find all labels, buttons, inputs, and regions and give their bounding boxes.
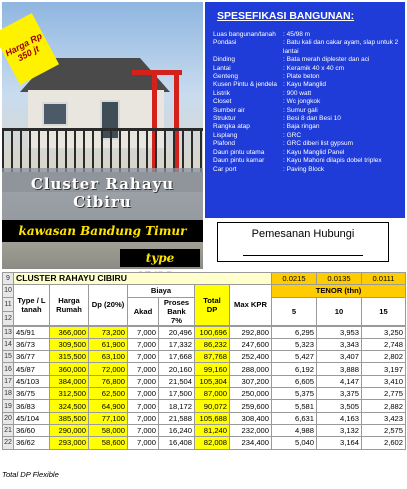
cell-harga[interactable]: 290,000 (50, 424, 89, 436)
header-biaya[interactable]: Biaya (128, 285, 195, 297)
row-number: 20 (3, 412, 14, 424)
header-akad[interactable]: Akad (128, 297, 159, 325)
spec-panel (205, 2, 405, 218)
cell-tenor-10[interactable]: 3,953 (317, 326, 362, 338)
spec-value: : Sumur gali (283, 106, 318, 114)
spec-value: : Besi 8 dan Besi 10 (283, 115, 341, 123)
cell-max-kpr[interactable]: 250,000 (230, 388, 272, 400)
cell-max-kpr[interactable]: 292,800 (230, 326, 272, 338)
cell-type[interactable]: 36/75 (14, 388, 50, 400)
rate-15[interactable]: 0.0111 (362, 273, 406, 285)
spec-value: : 45/98 m (283, 31, 311, 38)
spec-row (213, 157, 399, 165)
spec-key: Daun pintu utama (213, 148, 265, 156)
spec-value: : Keramik 40 x 40 cm (283, 64, 345, 72)
cell-proses[interactable]: 16,240 (159, 424, 195, 436)
cell-total-dp[interactable]: 105,304 (195, 375, 230, 387)
location-label: kawasan Bandung Timur (2, 220, 203, 242)
cell-dp[interactable]: 61,900 (89, 338, 128, 350)
spec-row (213, 56, 399, 64)
spec-key: Struktur (213, 115, 236, 123)
cell-total-dp[interactable]: 82,008 (195, 437, 230, 449)
sheet-note: Total DP Flexible (2, 470, 59, 479)
cell-max-kpr[interactable]: 252,400 (230, 351, 272, 363)
spec-row (213, 107, 399, 115)
cell-max-kpr[interactable]: 247,600 (230, 338, 272, 350)
table-row (3, 351, 406, 363)
cell-akad[interactable]: 7,000 (128, 363, 159, 375)
cell-akad[interactable]: 7,000 (128, 437, 159, 449)
cell-tenor-10[interactable]: 3,375 (317, 388, 362, 400)
cell-total-dp[interactable]: 86,232 (195, 338, 230, 350)
spec-key: Plafond (213, 140, 236, 148)
table-row (3, 437, 406, 449)
header-harga[interactable]: Harga Rumah (50, 285, 89, 325)
spec-row (213, 98, 399, 106)
price-table (2, 272, 406, 326)
row-number: 14 (3, 338, 14, 350)
cell-harga[interactable]: 384,000 (50, 375, 89, 387)
cell-akad[interactable]: 7,000 (128, 375, 159, 387)
table-row (3, 363, 406, 375)
spec-row (213, 81, 399, 89)
cell-tenor-15[interactable]: 2,882 (362, 400, 406, 412)
cell-akad[interactable]: 7,000 (128, 412, 159, 424)
header-total-dp[interactable]: Total DP (195, 285, 230, 325)
cell-harga[interactable]: 366,000 (50, 326, 89, 338)
row-number: 18 (3, 388, 14, 400)
cell-dp[interactable]: 58,600 (89, 437, 128, 449)
spec-key: Daun pintu kamar (213, 157, 265, 165)
table-row (3, 338, 406, 350)
cell-tenor-15[interactable]: 2,602 (362, 437, 406, 449)
cell-akad[interactable]: 7,000 (128, 326, 159, 338)
cell-tenor-5[interactable]: 6,295 (272, 326, 317, 338)
cell-max-kpr[interactable]: 288,000 (230, 363, 272, 375)
cell-tenor-10[interactable]: 3,164 (317, 437, 362, 449)
cell-akad[interactable]: 7,000 (128, 424, 159, 436)
cell-tenor-15[interactable]: 2,802 (362, 351, 406, 363)
header-tenor-10[interactable]: 10 (317, 297, 362, 325)
row-number: 13 (3, 326, 14, 338)
cell-type[interactable]: 45/87 (14, 363, 50, 375)
house-fence (2, 128, 203, 172)
spec-list (213, 31, 399, 174)
row-number: 21 (3, 424, 14, 436)
price-table-body (2, 326, 406, 450)
row-number: 16 (3, 363, 14, 375)
cell-type[interactable]: 45/104 (14, 412, 50, 424)
spec-key: Listrik (213, 89, 230, 97)
cell-total-dp[interactable]: 99,160 (195, 363, 230, 375)
spec-key: Dinding (213, 56, 236, 64)
spec-row (213, 39, 399, 56)
cell-akad[interactable]: 7,000 (128, 338, 159, 350)
spec-row (213, 73, 399, 81)
spec-row (213, 31, 399, 39)
table-row (3, 424, 406, 436)
cell-tenor-5[interactable]: 6,631 (272, 412, 317, 424)
spec-key: Luas bangunan/tanah (213, 31, 276, 38)
cell-max-kpr[interactable]: 259,600 (230, 400, 272, 412)
cell-tenor-15[interactable]: 3,423 (362, 412, 406, 424)
cell-tenor-5[interactable]: 5,427 (272, 351, 317, 363)
row-number: 10 (3, 285, 14, 297)
cell-tenor-5[interactable]: 6,192 (272, 363, 317, 375)
header-tenor-15[interactable]: 15 (362, 297, 406, 325)
cell-total-dp[interactable]: 90,072 (195, 400, 230, 412)
house-type-label: type (120, 249, 200, 267)
cell-proses[interactable]: 20,496 (159, 326, 195, 338)
sheet-title-row (3, 273, 406, 285)
cluster-name-box (2, 168, 203, 220)
table-row (3, 375, 406, 387)
cell-harga[interactable]: 360,000 (50, 363, 89, 375)
cell-proses[interactable]: 18,172 (159, 400, 195, 412)
spec-row (213, 115, 399, 123)
spec-value: : GRC (283, 131, 302, 139)
cell-max-kpr[interactable]: 307,200 (230, 375, 272, 387)
cell-total-dp[interactable]: 87,000 (195, 388, 230, 400)
cluster-name-line2: Cibiru (73, 193, 132, 211)
spec-row (213, 149, 399, 157)
cell-total-dp[interactable]: 81,240 (195, 424, 230, 436)
spec-value: : Kayu Manglid (283, 81, 326, 89)
spec-row (213, 166, 399, 174)
spec-row (213, 132, 399, 140)
cell-type[interactable]: 45/91 (14, 326, 50, 338)
cell-akad[interactable]: 7,000 (128, 388, 159, 400)
spec-key: Lantai (213, 64, 231, 72)
cell-proses[interactable]: 17,668 (159, 351, 195, 363)
cell-type[interactable]: 36/60 (14, 424, 50, 436)
cell-type[interactable]: 36/77 (14, 351, 50, 363)
rate-5[interactable]: 0.0215 (272, 273, 317, 285)
spec-value: : Batu kali dan cakar ayam, slap untuk 2 lantai (283, 39, 399, 55)
spec-value: : 900 watt (283, 89, 312, 97)
cell-tenor-5[interactable]: 6,605 (272, 375, 317, 387)
spec-row (213, 65, 399, 73)
cell-max-kpr[interactable]: 308,400 (230, 412, 272, 424)
contact-box (217, 222, 389, 262)
cell-dp[interactable]: 64,900 (89, 400, 128, 412)
cell-dp[interactable]: 58,000 (89, 424, 128, 436)
cell-tenor-10[interactable]: 3,407 (317, 351, 362, 363)
cell-type[interactable]: 36/83 (14, 400, 50, 412)
cell-harga[interactable]: 293,000 (50, 437, 89, 449)
spec-value: : Baja ringan (283, 123, 320, 131)
cell-tenor-5[interactable]: 5,040 (272, 437, 317, 449)
cell-type[interactable]: 36/62 (14, 437, 50, 449)
cell-dp[interactable]: 73,200 (89, 326, 128, 338)
cell-tenor-10[interactable]: 3,343 (317, 338, 362, 350)
cell-tenor-5[interactable]: 5,375 (272, 388, 317, 400)
cell-tenor-15[interactable]: 3,197 (362, 363, 406, 375)
spec-key: Genteng (213, 73, 238, 81)
cell-tenor-10[interactable]: 4,147 (317, 375, 362, 387)
cell-max-kpr[interactable]: 234,400 (230, 437, 272, 449)
spec-title: SPESEFIKASI BANGUNAN: (217, 10, 355, 22)
row-number: 15 (3, 351, 14, 363)
header-tenor[interactable]: TENOR (thn) (272, 285, 406, 297)
row-number: 17 (3, 375, 14, 387)
cell-harga[interactable]: 312,500 (50, 388, 89, 400)
spec-row (213, 90, 399, 98)
spec-row (213, 123, 399, 131)
spec-value: : Kayu Mahoni dilapis dobel triplex (283, 157, 382, 165)
spec-value: : Bata merah diplester dan aci (283, 56, 370, 64)
header-max-kpr[interactable]: Max KPR (230, 285, 272, 325)
cell-proses[interactable]: 17,500 (159, 388, 195, 400)
cell-type[interactable]: 36/73 (14, 338, 50, 350)
spec-value: : Wc jongkok (283, 98, 321, 106)
table-row (3, 388, 406, 400)
table-row (3, 326, 406, 338)
cell-tenor-5[interactable]: 4,988 (272, 424, 317, 436)
row-number: 19 (3, 400, 14, 412)
contact-label: Pemesanan Hubungi (251, 228, 355, 240)
spec-key: Rangka atap (213, 123, 250, 131)
spec-value: : GRC diberi list gypsum (283, 140, 354, 148)
cell-proses[interactable]: 17,332 (159, 338, 195, 350)
row-number: 11 (3, 297, 14, 311)
spec-key: Pondasi (213, 39, 237, 47)
table-row (3, 400, 406, 412)
cell-proses[interactable]: 21,588 (159, 412, 195, 424)
cell-proses[interactable]: 16,408 (159, 437, 195, 449)
promo-banner (2, 2, 405, 269)
cluster-name-line1: Cluster Rahayu (30, 175, 175, 193)
cell-tenor-15[interactable]: 2,575 (362, 424, 406, 436)
cell-harga[interactable]: 385,500 (50, 412, 89, 424)
cell-tenor-5[interactable]: 5,323 (272, 338, 317, 350)
cell-dp[interactable]: 76,800 (89, 375, 128, 387)
cell-tenor-15[interactable]: 2,775 (362, 388, 406, 400)
cell-tenor-10[interactable]: 3,505 (317, 400, 362, 412)
spec-key: Closet (213, 98, 232, 106)
cell-dp[interactable]: 77,100 (89, 412, 128, 424)
cell-dp[interactable]: 72,000 (89, 363, 128, 375)
header-tenor-5[interactable]: 5 (272, 297, 317, 325)
table-row (3, 412, 406, 424)
contact-blank-line (243, 255, 363, 256)
price-tag-text: Harga Rp 350 jt (3, 30, 44, 64)
cell-akad[interactable]: 7,000 (128, 351, 159, 363)
spec-row (213, 140, 399, 148)
cell-dp[interactable]: 63,100 (89, 351, 128, 363)
cell-harga[interactable]: 309,500 (50, 338, 89, 350)
cell-type[interactable]: 45/103 (14, 375, 50, 387)
cell-tenor-15[interactable]: 3,250 (362, 326, 406, 338)
spec-value: : Paving Block (283, 165, 325, 173)
price-spreadsheet (2, 272, 405, 450)
cell-dp[interactable]: 62,500 (89, 388, 128, 400)
cell-total-dp[interactable]: 105,688 (195, 412, 230, 424)
sheet-title[interactable]: CLUSTER RAHAYU CIBIRU (14, 273, 272, 285)
header-row-1 (3, 285, 406, 297)
cell-akad[interactable]: 7,000 (128, 400, 159, 412)
row-number: 12 (3, 311, 14, 325)
cell-total-dp[interactable]: 100,696 (195, 326, 230, 338)
cell-harga[interactable]: 315,500 (50, 351, 89, 363)
header-proses[interactable]: Proses Bank 7% (159, 297, 195, 325)
spec-key: Lisplang (213, 131, 238, 139)
rate-10[interactable]: 0.0135 (317, 273, 362, 285)
cell-tenor-10[interactable]: 3,888 (317, 363, 362, 375)
spec-value: : Kayu Manglid Panel (283, 148, 345, 156)
spec-key: Sumber air (213, 106, 245, 114)
cell-proses[interactable]: 20,160 (159, 363, 195, 375)
cell-proses[interactable]: 21,504 (159, 375, 195, 387)
header-dp[interactable]: Dp (20%) (89, 285, 128, 325)
row-number: 9 (3, 273, 14, 285)
header-type[interactable]: Type / L tanah (14, 285, 50, 325)
cell-tenor-10[interactable]: 3,132 (317, 424, 362, 436)
spec-value: : Plate beton (283, 73, 320, 81)
spec-key: Kusen Pintu & jendela (213, 81, 277, 89)
cell-tenor-15[interactable]: 2,748 (362, 338, 406, 350)
cell-harga[interactable]: 324,500 (50, 400, 89, 412)
spec-key: Car port (213, 165, 237, 173)
cell-tenor-5[interactable]: 5,581 (272, 400, 317, 412)
cell-max-kpr[interactable]: 232,000 (230, 424, 272, 436)
house-window (42, 102, 68, 126)
row-number: 22 (3, 437, 14, 449)
cell-tenor-10[interactable]: 4,163 (317, 412, 362, 424)
cell-tenor-15[interactable]: 3,410 (362, 375, 406, 387)
cell-total-dp[interactable]: 87,768 (195, 351, 230, 363)
